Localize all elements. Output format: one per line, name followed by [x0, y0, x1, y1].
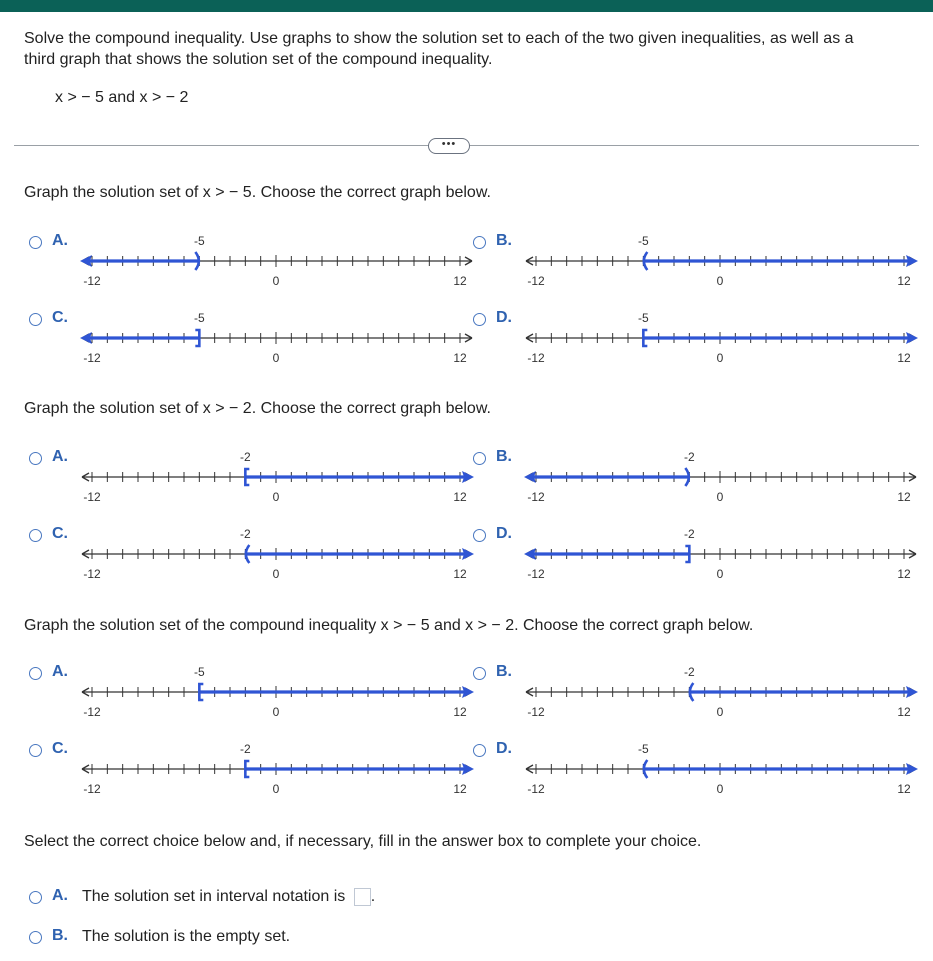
tick-label: 0: [272, 351, 280, 365]
q1-option-b-number-line[interactable]: [524, 233, 916, 289]
choice-a-radio[interactable]: [29, 891, 42, 904]
tick-label: 12: [897, 490, 911, 504]
more-button[interactable]: •••: [428, 138, 470, 154]
choice-b-text: The solution is the empty set.: [82, 928, 291, 945]
endpoint-label: -2: [683, 527, 695, 541]
endpoint-label: -2: [239, 527, 251, 541]
tick-label: 12: [453, 490, 467, 504]
q1-option-d-letter: D.: [496, 309, 512, 326]
tick-label: -12: [527, 705, 545, 719]
tick-label: -12: [83, 351, 101, 365]
endpoint-label: -2: [683, 665, 695, 679]
tick-label: 12: [897, 274, 911, 288]
q3-option-c-letter: C.: [52, 740, 68, 757]
tick-label: -12: [83, 490, 101, 504]
tick-label: 12: [453, 705, 467, 719]
endpoint-label: -5: [637, 311, 649, 325]
q3-option-b-number-line[interactable]: [524, 664, 916, 720]
tick-label: 0: [716, 782, 724, 796]
endpoint-label: -2: [683, 450, 695, 464]
endpoint-label: -5: [637, 742, 649, 756]
tick-label: -12: [527, 567, 545, 581]
top-bar: [0, 0, 933, 12]
tick-label: 0: [272, 490, 280, 504]
endpoint-label: -5: [193, 311, 205, 325]
endpoint-label: -2: [239, 450, 251, 464]
tick-label: -12: [527, 274, 545, 288]
q2-option-b-number-line[interactable]: [524, 449, 916, 505]
tick-label: 12: [897, 351, 911, 365]
q1-option-b-radio[interactable]: [473, 236, 486, 249]
choice-a-text: The solution set in interval notation is: [82, 888, 346, 905]
q2-option-c-number-line[interactable]: [80, 526, 472, 582]
tick-label: -12: [83, 567, 101, 581]
tick-label: 0: [272, 705, 280, 719]
q3-option-a-number-line[interactable]: [80, 664, 472, 720]
q3-option-d-letter: D.: [496, 740, 512, 757]
choice-a-letter: A.: [52, 887, 68, 904]
tick-label: -12: [83, 705, 101, 719]
tick-label: -12: [527, 782, 545, 796]
tick-label: -12: [83, 274, 101, 288]
q1-option-d-number-line[interactable]: [524, 310, 916, 366]
question-1-prompt: Graph the solution set of x > − 5. Choose the correct graph below.: [24, 184, 491, 201]
endpoint-label: -2: [239, 742, 251, 756]
question-3-prompt: Graph the solution set of the compound inequality x > − 5 and x > − 2. Choose the correct graph below.: [24, 617, 754, 634]
q1-option-a-number-line[interactable]: [80, 233, 472, 289]
q1-option-a-letter: A.: [52, 232, 68, 249]
choice-a-row: [82, 886, 375, 907]
tick-label: -12: [83, 782, 101, 796]
q3-option-c-radio[interactable]: [29, 744, 42, 757]
q3-option-a-letter: A.: [52, 663, 68, 680]
tick-label: 0: [272, 274, 280, 288]
q2-option-c-radio[interactable]: [29, 529, 42, 542]
q2-option-a-radio[interactable]: [29, 452, 42, 465]
tick-label: -12: [527, 351, 545, 365]
q2-option-a-letter: A.: [52, 448, 68, 465]
endpoint-label: -5: [637, 234, 649, 248]
q1-option-c-letter: C.: [52, 309, 68, 326]
tick-label: 0: [272, 567, 280, 581]
q2-option-c-letter: C.: [52, 525, 68, 542]
tick-label: 12: [453, 782, 467, 796]
q2-option-d-letter: D.: [496, 525, 512, 542]
tick-label: 12: [453, 567, 467, 581]
choice-a-period: .: [370, 888, 376, 905]
question-2-prompt: Graph the solution set of x > − 2. Choose the correct graph below.: [24, 400, 491, 417]
q3-option-b-radio[interactable]: [473, 667, 486, 680]
tick-label: 0: [716, 490, 724, 504]
instruction-line-2: third graph that shows the solution set of the compound inequality.: [24, 51, 493, 68]
answer-input-box[interactable]: [354, 888, 371, 906]
endpoint-label: -5: [193, 665, 205, 679]
tick-label: 0: [716, 567, 724, 581]
tick-label: 12: [897, 705, 911, 719]
q2-option-d-number-line[interactable]: [524, 526, 916, 582]
q3-option-b-letter: B.: [496, 663, 512, 680]
q2-option-d-radio[interactable]: [473, 529, 486, 542]
tick-label: 0: [272, 782, 280, 796]
given-inequality: x > − 5 and x > − 2: [55, 89, 189, 106]
q1-option-a-radio[interactable]: [29, 236, 42, 249]
q3-option-a-radio[interactable]: [29, 667, 42, 680]
tick-label: 12: [453, 351, 467, 365]
q2-option-b-radio[interactable]: [473, 452, 486, 465]
tick-label: 12: [897, 567, 911, 581]
tick-label: -12: [527, 490, 545, 504]
q1-option-b-letter: B.: [496, 232, 512, 249]
q3-option-d-radio[interactable]: [473, 744, 486, 757]
q3-option-c-number-line[interactable]: [80, 741, 472, 797]
choice-b-radio[interactable]: [29, 931, 42, 944]
q1-option-c-number-line[interactable]: [80, 310, 472, 366]
instruction-line-1: Solve the compound inequality. Use graphs to show the solution set to each of the two given inequalities, as well as a: [24, 30, 854, 47]
tick-label: 12: [453, 274, 467, 288]
q1-option-d-radio[interactable]: [473, 313, 486, 326]
q3-option-d-number-line[interactable]: [524, 741, 916, 797]
tick-label: 0: [716, 351, 724, 365]
tick-label: 0: [716, 274, 724, 288]
q2-option-a-number-line[interactable]: [80, 449, 472, 505]
q2-option-b-letter: B.: [496, 448, 512, 465]
endpoint-label: -5: [193, 234, 205, 248]
q1-option-c-radio[interactable]: [29, 313, 42, 326]
final-prompt: Select the correct choice below and, if necessary, fill in the answer box to complete your choice.: [24, 833, 702, 850]
tick-label: 0: [716, 705, 724, 719]
choice-b-letter: B.: [52, 927, 68, 944]
tick-label: 12: [897, 782, 911, 796]
